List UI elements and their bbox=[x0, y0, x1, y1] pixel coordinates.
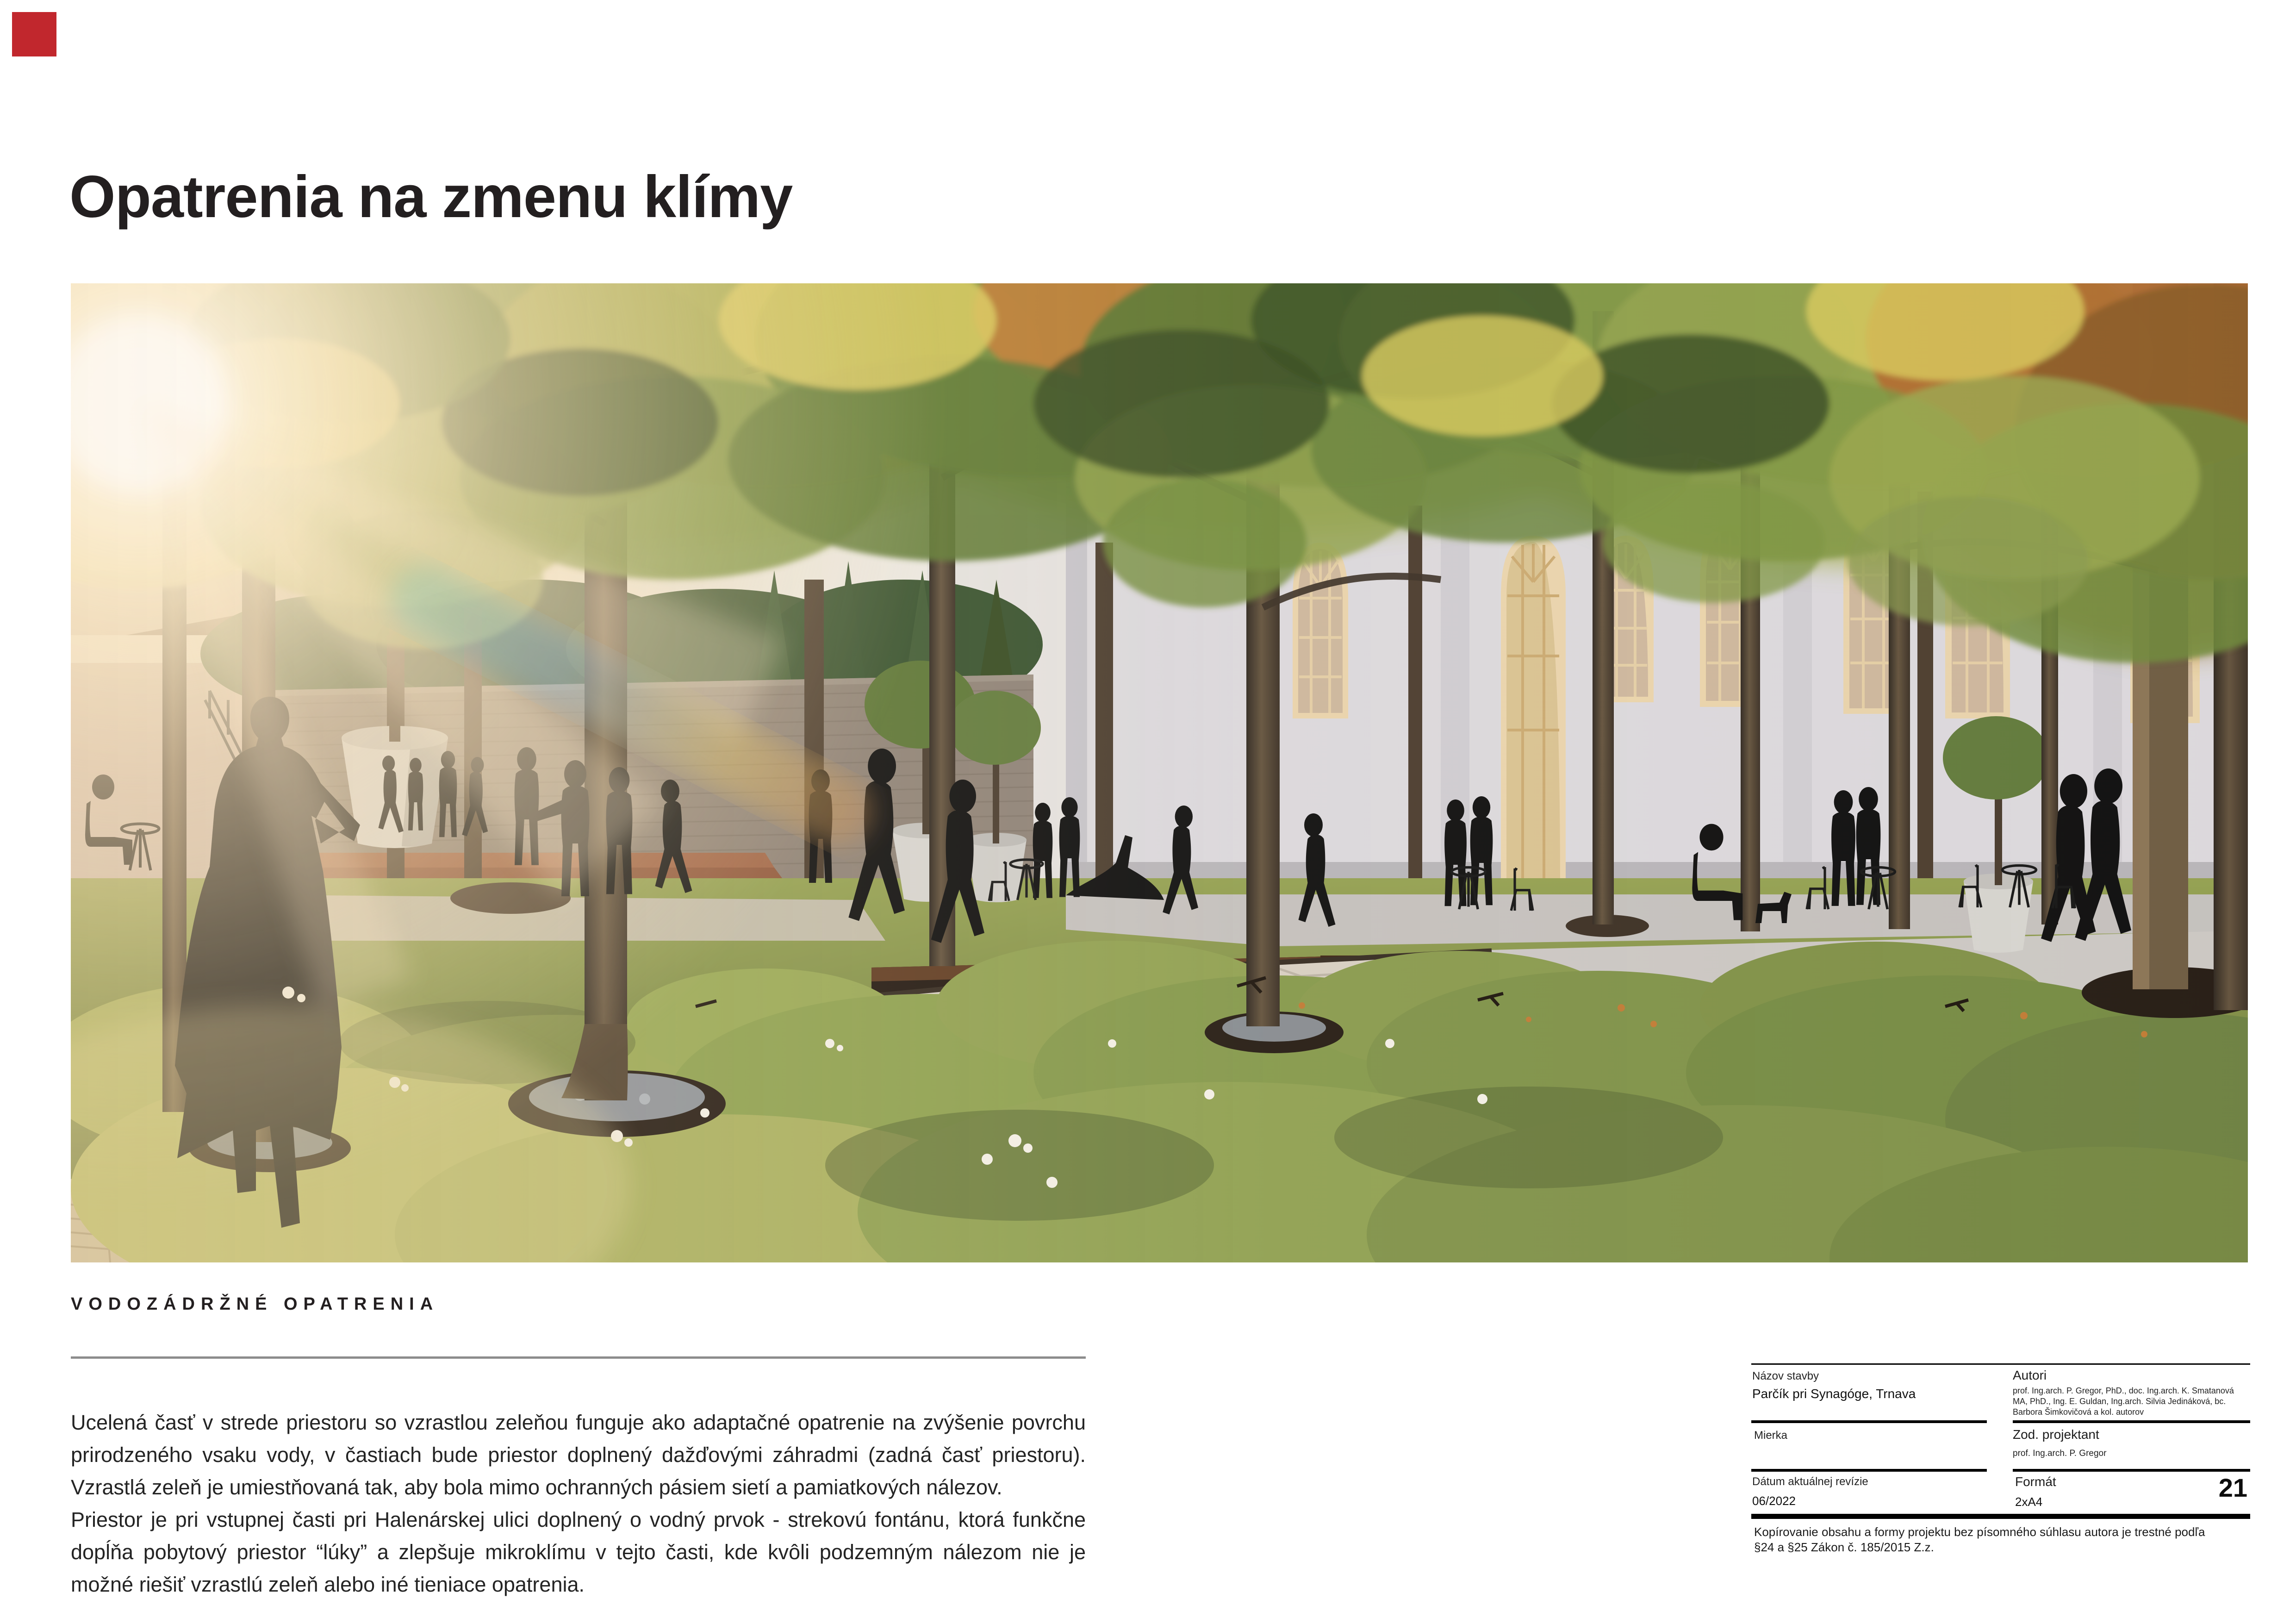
titleblock-divider bbox=[1751, 1469, 1987, 1472]
corner-red-square bbox=[12, 12, 56, 56]
section-subtitle: VODOZÁDRŽNÉ OPATRENIA bbox=[71, 1294, 439, 1314]
titleblock-autori-line: MA, PhD., Ing. E. Guldan, Ing.arch. Silvia Jedináková, bc. bbox=[2013, 1397, 2226, 1406]
titleblock-format-label: Formát bbox=[2015, 1474, 2056, 1489]
titleblock-autori-line: Barbora Šimkovičová a kol. autorov bbox=[2013, 1407, 2144, 1417]
park-rendering-image bbox=[71, 283, 2248, 1262]
titleblock-nazov-value: Parčík pri Synagóge, Trnava bbox=[1752, 1387, 1916, 1401]
body-paragraph bbox=[71, 1406, 1086, 1601]
page-number: 21 bbox=[2218, 1473, 2247, 1502]
titleblock-autori-line: prof. Ing.arch. P. Gregor, PhD., doc. Ing.arch. K. Smatanová bbox=[2013, 1386, 2234, 1395]
body-line: Vzrastlá zeleň je umiestňovaná tak, aby bola mimo ochranných pásiem sietí a pamiatkových nálezov. bbox=[71, 1475, 1002, 1499]
titleblock-divider bbox=[1751, 1420, 1987, 1423]
copyright-note bbox=[1754, 1524, 2205, 1555]
page-title: Opatrenia na zmenu klímy bbox=[69, 164, 793, 230]
body-line: dopĺňa pobytový priestor “lúky” a zlepšuje mikroklímu v tejto časti, kde kvôli podzemným nálezom nie je bbox=[71, 1540, 1086, 1564]
body-line: Priestor je pri vstupnej časti pri Halenárskej ulici doplnený o vodný prvok - strekovú fontánu, ktorá funkčne bbox=[71, 1508, 1086, 1531]
titleblock-nazov-label: Názov stavby bbox=[1752, 1370, 1819, 1382]
section-divider-rule bbox=[71, 1356, 1086, 1359]
titleblock-datum-label: Dátum aktuálnej revízie bbox=[1752, 1475, 1868, 1488]
copyright-line: Kopírovanie obsahu a formy projektu bez písomného súhlasu autora je trestné podľa bbox=[1754, 1525, 2205, 1539]
titleblock-autori-label: Autori bbox=[2013, 1368, 2047, 1382]
body-line: možné riešiť vzrastlú zeleň alebo iné tieniace opatrenia. bbox=[71, 1573, 585, 1596]
titleblock-zod-value: prof. Ing.arch. P. Gregor bbox=[2013, 1449, 2107, 1458]
titleblock-bottom-border bbox=[1751, 1514, 2250, 1519]
sun-glare bbox=[71, 283, 2248, 1262]
park-rendering-svg bbox=[71, 283, 2248, 1262]
body-line: prirodzeného vsaku vody, v častiach bude priestor doplnený dažďovými záhradmi (zadná časť priestoru). bbox=[71, 1443, 1086, 1467]
titleblock-divider bbox=[2013, 1420, 2250, 1423]
titleblock-datum-value: 06/2022 bbox=[1752, 1494, 1796, 1508]
titleblock-zod-label: Zod. projektant bbox=[2013, 1427, 2099, 1442]
titleblock-divider bbox=[2013, 1469, 2250, 1472]
title-block bbox=[1751, 1363, 2250, 1623]
body-line: Ucelená časť v strede priestoru so vzrastlou zeleňou funguje ako adaptačné opatrenie na zvýšenie povrchu bbox=[71, 1411, 1086, 1434]
titleblock-format-value: 2xA4 bbox=[2015, 1495, 2043, 1509]
copyright-line: §24 a §25 Zákon č. 185/2015 Z.z. bbox=[1754, 1540, 1934, 1554]
titleblock-mierka-label: Mierka bbox=[1754, 1429, 1788, 1442]
titleblock-top-border bbox=[1751, 1363, 2250, 1365]
